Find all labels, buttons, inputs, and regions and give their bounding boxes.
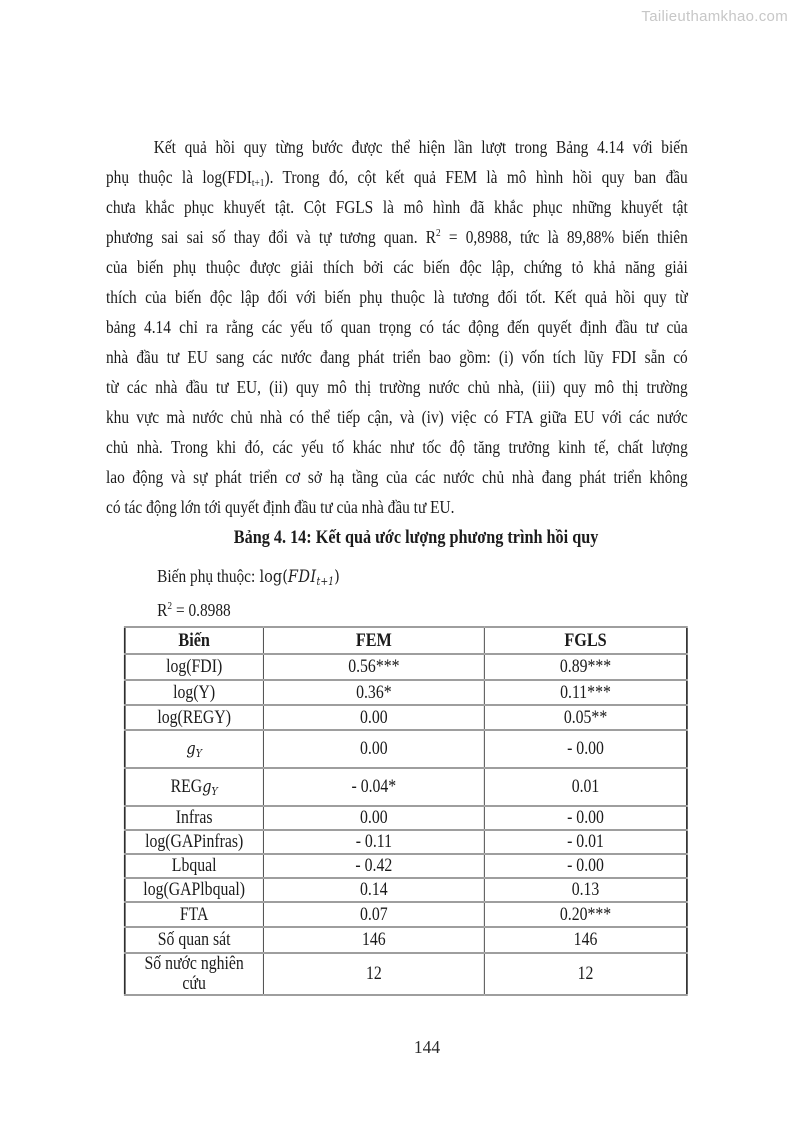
row-label: log(FDI): [125, 654, 263, 680]
subscript: Y: [195, 747, 202, 760]
table-row: [125, 730, 687, 768]
line-text: bảng 4.14 chỉ ra rằng các yếu tố quan trọng có tác động đến quyết định đầu tư của: [106, 317, 688, 337]
paragraph-line: [106, 312, 688, 342]
watermark: Tailieuthamkhao.com: [641, 8, 788, 25]
page-content: [106, 132, 688, 996]
line-text: Kết quả hồi quy từng bước được thể hiện lần lượt trong Bảng 4.14 với biến: [153, 137, 688, 157]
paragraph-line: [106, 402, 688, 432]
fgls-value: - 0.00: [485, 730, 687, 768]
line-text: có tác động lớn tới quyết định đầu tư của nhà đầu tư EU.: [106, 497, 455, 517]
dependent-variable-expression: [260, 567, 340, 587]
table-row: [125, 902, 687, 927]
table-row: [125, 953, 687, 995]
label-prefix: REG: [170, 777, 203, 797]
row-label: Lbqual: [125, 854, 263, 878]
paragraph-line: [106, 342, 688, 372]
paragraph-line: [106, 252, 688, 282]
fgls-value: 146: [485, 927, 687, 953]
paragraph-line: [106, 192, 688, 222]
table-row: [125, 768, 687, 806]
r-label: R: [157, 600, 168, 620]
line-text: nhà đầu tư EU sang các nước đang phát triển bao gồm: (i) vốn tích lũy FDI sẵn có: [106, 347, 688, 367]
paragraph-line: [106, 282, 688, 312]
table-row: [125, 806, 687, 830]
line-text: lao động và sự phát triển cơ sở hạ tầng của các nước chủ nhà đang phát triển không: [106, 467, 688, 487]
fgls-value: 0.13: [485, 878, 687, 902]
paragraph-line: [106, 162, 688, 192]
fgls-value: 0.89***: [485, 654, 687, 680]
paragraph-line: [106, 492, 688, 522]
table-row: [125, 654, 687, 680]
row-label: log(GAPlbqual): [125, 878, 263, 902]
row-label: [125, 768, 263, 806]
col-header-variable: Biến: [125, 627, 263, 654]
fgls-value: 12: [485, 953, 687, 995]
table-row: [125, 927, 687, 953]
line-text: của biến phụ thuộc được giải thích bởi các biến độc lập, chứng tỏ khả năng giải: [106, 257, 688, 277]
line-text: = 0,8988, tức là 89,88% biến thiên: [440, 227, 688, 247]
fgls-value: 0.11***: [485, 680, 687, 705]
paragraph-line: [106, 132, 688, 162]
math-variable: [186, 739, 201, 759]
superscript: 2: [436, 227, 441, 239]
row-label: [125, 953, 263, 995]
row-label: FTA: [125, 902, 263, 927]
fem-value: - 0.11: [263, 830, 484, 854]
superscript: 2: [167, 600, 173, 612]
r-squared-note: [106, 599, 688, 622]
paragraph-line: [106, 372, 688, 402]
table-row: [125, 680, 687, 705]
body-paragraph: [106, 132, 688, 522]
row-label: log(REGY): [125, 705, 263, 730]
results-table: [124, 626, 688, 996]
var-g: g: [202, 777, 212, 797]
col-header-fgls: FGLS: [485, 627, 687, 654]
row-label: [125, 730, 263, 768]
fgls-value: 0.05**: [485, 705, 687, 730]
paragraph-line: [106, 432, 688, 462]
fem-value: 0.36*: [263, 680, 484, 705]
subscript: t+1: [251, 177, 265, 189]
subscript: Y: [211, 785, 218, 798]
table-row: [125, 705, 687, 730]
line-text: thích của biến độc lập đối với biến phụ thuộc là tương đối tốt. Kết quả hồi quy từ: [106, 287, 688, 307]
fgls-value: - 0.00: [485, 806, 687, 830]
line-text: khu vực mà nước chủ nhà có thể tiếp cận, và (iv) việc có FTA giữa EU với các nước: [106, 407, 688, 427]
line-text: ). Trong đó, cột kết quả FEM là mô hình hồi quy ban đầu: [264, 167, 688, 187]
row-label: Số quan sát: [125, 927, 263, 953]
row-label: Infras: [125, 806, 263, 830]
fem-value: 0.00: [263, 705, 484, 730]
table-header-row: [125, 627, 687, 654]
table-caption: Bảng 4. 14: Kết quả ước lượng phương trình hồi quy: [233, 527, 599, 548]
fgls-value: - 0.00: [485, 854, 687, 878]
fem-value: 12: [263, 953, 484, 995]
line-text: từ các nhà đầu tư EU, (ii) quy mô thị trường nước chủ nhà, (iii) quy mô thị trường: [106, 377, 688, 397]
table-row: [125, 854, 687, 878]
col-header-fem: FEM: [263, 627, 484, 654]
paragraph-line: [106, 462, 688, 492]
fgls-value: 0.20***: [485, 902, 687, 927]
line-text: phương sai sai số thay đổi và tự tương quan. R: [106, 227, 437, 247]
fem-value: - 0.42: [263, 854, 484, 878]
label-line-1: Số nước nghiên: [144, 954, 244, 974]
fgls-value: 0.01: [485, 768, 687, 806]
page-number: 144: [413, 1037, 441, 1057]
line-text: chủ nhà. Trong khi đó, các yếu tố khác như tốc độ tăng trưởng kinh tế, chất lượng: [106, 437, 688, 457]
table-row: [125, 830, 687, 854]
fgls-value: - 0.01: [485, 830, 687, 854]
line-text: phụ thuộc là log(FDI: [106, 167, 252, 187]
r-value: = 0.8988: [172, 600, 231, 620]
subscript: t+1: [316, 575, 335, 588]
paragraph-line: [106, 222, 688, 252]
fem-value: 0.14: [263, 878, 484, 902]
expr-post: ): [334, 567, 340, 587]
fem-value: 0.56***: [263, 654, 484, 680]
row-label: log(Y): [125, 680, 263, 705]
line-text: chưa khắc phục khuyết tật. Cột FGLS là mô hình đã khắc phục những khuyết tật: [106, 197, 688, 217]
table-row: [125, 878, 687, 902]
fem-value: 0.07: [263, 902, 484, 927]
fem-value: - 0.04*: [263, 768, 484, 806]
fem-value: 0.00: [263, 806, 484, 830]
math-variable: [202, 777, 217, 797]
fem-value: 146: [263, 927, 484, 953]
dependent-variable-label: Biến phụ thuộc:: [157, 566, 256, 586]
dependent-variable-note: [106, 564, 688, 590]
expr-variable: FDI: [287, 567, 317, 587]
label-line-2: cứu: [182, 974, 206, 994]
row-label: log(GAPinfras): [125, 830, 263, 854]
var-g: g: [186, 739, 196, 759]
expr-pre: log(: [259, 567, 288, 587]
fem-value: 0.00: [263, 730, 484, 768]
